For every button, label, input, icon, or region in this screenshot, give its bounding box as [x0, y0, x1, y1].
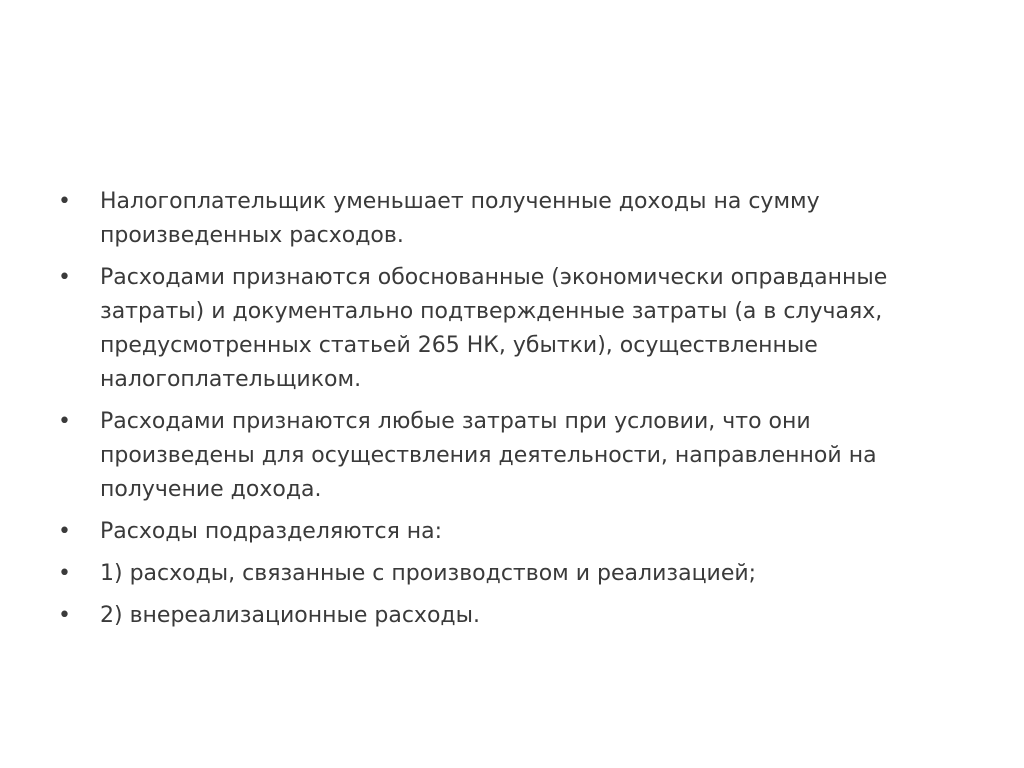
- bullet-text: 1) расходы, связанные с производством и реализацией;: [100, 561, 757, 586]
- bullet-text: Расходы подразделяются на:: [100, 519, 443, 544]
- bullet-text: 2) внереализационные расходы.: [100, 603, 480, 628]
- bullet-text: Налогоплательщик уменьшает полученные доходы на сумму произведенных расходов.: [100, 189, 820, 248]
- bullet-text: Расходами признаются любые затраты при условии, что они произведены для осуществления деятельности, направленной на получение дохода.: [100, 409, 877, 502]
- list-item: [58, 599, 958, 633]
- bullet-icon: •: [58, 189, 71, 214]
- list-item: [58, 185, 958, 253]
- list-item: [58, 405, 958, 507]
- list-item: [58, 515, 958, 549]
- bullet-icon: •: [58, 603, 71, 628]
- bullet-list: [58, 185, 958, 641]
- list-item: [58, 557, 958, 591]
- bullet-icon: •: [58, 409, 71, 434]
- bullet-icon: •: [58, 561, 71, 586]
- bullet-icon: •: [58, 519, 71, 544]
- bullet-icon: •: [58, 265, 71, 290]
- list-item: [58, 261, 958, 397]
- bullet-text: Расходами признаются обоснованные (экономически оправданные затраты) и документально подтвержденные затраты (а в случаях, предусмотренных статьей 265 НК, убытки), осуществленные налогоплательщиком.: [100, 265, 888, 392]
